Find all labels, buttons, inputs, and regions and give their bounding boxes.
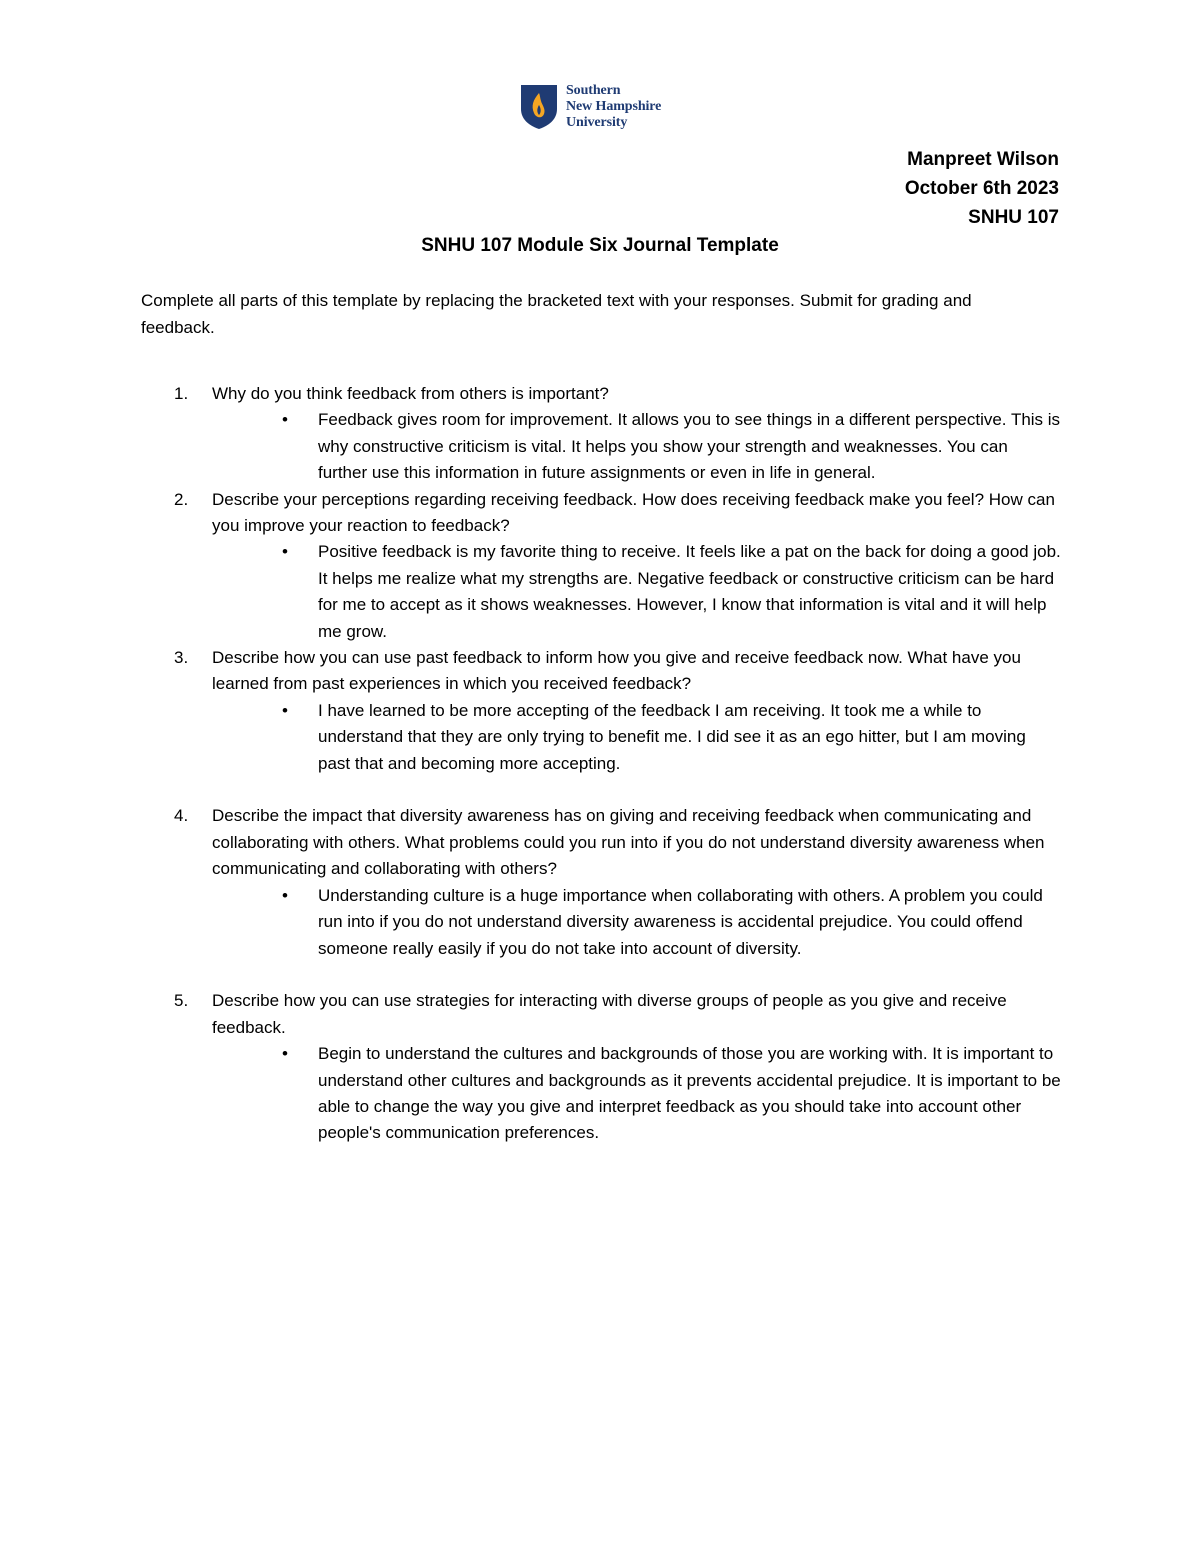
blank-line <box>141 962 1061 988</box>
question-number: 4. <box>174 806 189 826</box>
logo-line-3: University <box>566 115 628 130</box>
bullet-icon: • <box>282 885 288 905</box>
bullet-icon: • <box>282 410 288 430</box>
answer-list <box>212 407 1061 486</box>
bullet-icon: • <box>282 1044 288 1064</box>
answer-list <box>212 698 1061 777</box>
shield-flame-icon <box>520 84 558 130</box>
question-item <box>141 988 1061 1146</box>
blank-line <box>141 777 1061 803</box>
question-text: Why do you think feedback from others is important? <box>212 384 609 403</box>
question-number: 5. <box>174 991 189 1011</box>
instructions-paragraph: Complete all parts of this template by replacing the bracketed text with your responses. Submit for grading and feedback. <box>141 291 972 337</box>
logo-line-2: New Hampshire <box>566 99 662 114</box>
answer-text: I have learned to be more accepting of the feedback I am receiving. It took me a while to understand that they are only trying to benefit me. I did see it as an ego hitter, but I am moving past that and becoming more accepting. <box>318 700 1026 773</box>
submission-date: October 6th 2023 <box>904 178 1059 199</box>
answer-text: Understanding culture is a huge importance when collaborating with others. A problem you could run into if you do not understand diversity awareness is accidental prejudice. You could offend someone really easily if you do not take into account of diversity. <box>318 885 1043 958</box>
answer-list <box>212 883 1061 962</box>
question-text: Describe the impact that diversity awareness has on giving and receiving feedback when communicating and collaborating with others. What problems could you run into if you do not understand diversity awareness when communicating and collaborating with others? <box>212 806 1045 879</box>
bullet-icon: • <box>282 542 288 562</box>
question-item <box>141 803 1061 961</box>
answer-text: Feedback gives room for improvement. It allows you to see things in a different perspective. This is why constructive criticism is vital. It helps you show your strength and weaknesses. You can further use this information in future assignments or even in life in general. <box>318 410 1061 483</box>
question-item <box>141 381 1061 487</box>
answer-text: Begin to understand the cultures and backgrounds of those you are working with. It is important to understand other cultures and backgrounds as it prevents accidental prejudice. It is important to be able to change the way you give and interpret feedback as you should take into account other people's communication preferences. <box>318 1044 1061 1143</box>
question-number: 3. <box>174 648 189 668</box>
answer-text: Positive feedback is my favorite thing to receive. It feels like a pat on the back for doing a good job. It helps me realize what my strengths are. Negative feedback or constructive criticism can be hard for me to accept as it shows weaknesses. However, I know that information is vital and it will help me grow. <box>318 542 1061 641</box>
answer-list <box>212 1041 1061 1147</box>
university-logo <box>520 80 690 140</box>
logo-wordmark <box>566 83 661 131</box>
answer-item <box>212 1041 1061 1147</box>
course-code: SNHU 107 <box>968 207 1059 228</box>
author-block <box>905 145 1059 232</box>
question-number: 2. <box>174 489 189 509</box>
question-list <box>141 381 1061 1147</box>
bullet-icon: • <box>282 700 288 720</box>
answer-item <box>212 698 1061 777</box>
answer-item <box>212 539 1061 645</box>
question-item <box>141 645 1061 777</box>
answer-item <box>212 407 1061 486</box>
question-text: Describe how you can use past feedback to inform how you give and receive feedback now. What have you learned from past experiences in which you received feedback? <box>212 648 1021 694</box>
question-text: Describe how you can use strategies for interacting with diverse groups of people as you give and receive feedback. <box>212 991 1007 1037</box>
question-text: Describe your perceptions regarding receiving feedback. How does receiving feedback make you feel? How can you improve your reaction to feedback? <box>212 489 1055 536</box>
answer-item <box>212 883 1061 962</box>
document-title: SNHU 107 Module Six Journal Template <box>421 235 779 256</box>
logo-line-1: Southern <box>566 83 621 98</box>
question-number: 1. <box>174 384 189 403</box>
answer-list <box>212 539 1061 645</box>
author-name: Manpreet Wilson <box>907 149 1059 170</box>
question-item <box>141 487 1061 645</box>
